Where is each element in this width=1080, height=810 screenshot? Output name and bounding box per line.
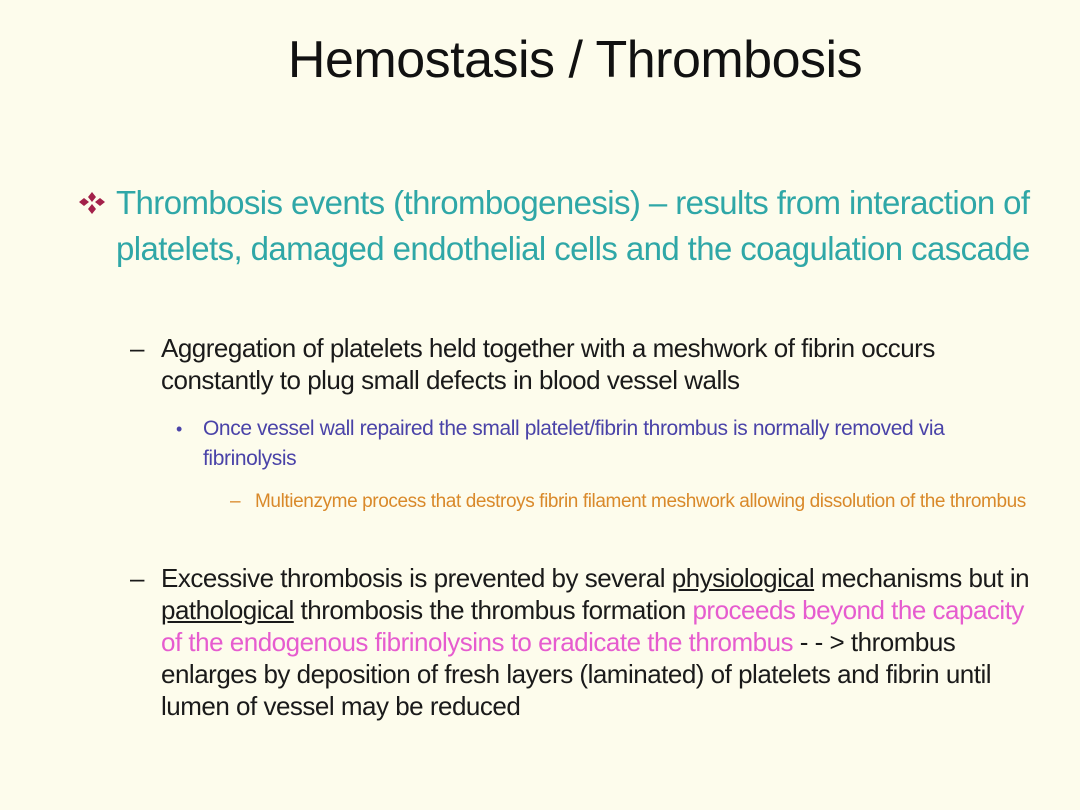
sub-point-excessive-thrombosis-text: [161, 562, 1050, 722]
main-bullet-point: [78, 180, 1038, 272]
text-segment: Excessive thrombosis is prevented by several: [161, 563, 672, 593]
sub-point-excessive-thrombosis: [130, 562, 1050, 722]
sub-point-aggregation: [130, 332, 1050, 396]
diamond-bullet-icon: [78, 182, 106, 222]
main-bullet-text: Thrombosis events (thrombogenesis) – results from interaction of platelets, damaged endothelial cells and the coagulation cascade: [116, 184, 1030, 267]
detail-point-fibrinolysis: [176, 414, 1016, 474]
text-segment: mechanisms but in: [814, 563, 1030, 593]
underlined-term-physiological: physiological: [671, 563, 815, 593]
detail-point-fibrinolysis-text: Once vessel wall repaired the small platelet/fibrin thrombus is normally removed via fibrinolysis: [203, 417, 945, 470]
underlined-term-pathological: pathological: [161, 595, 294, 625]
dash-marker: –: [230, 491, 241, 512]
highlighted-text: proceeds beyond the capacity of the endogenous fibrinolysins to eradicate the thrombus: [161, 595, 1024, 657]
sub-point-aggregation-text: Aggregation of platelets held together with a meshwork of fibrin occurs constantly to plug small defects in blood vessel walls: [161, 333, 935, 395]
text-segment: - - > thrombus enlarges by deposition of fresh layers (laminated) of platelets and fibrin until lumen of vessel may be reduced: [161, 627, 992, 721]
dash-marker: –: [130, 563, 144, 593]
slide-title: Hemostasis / Thrombosis: [287, 31, 863, 89]
note-point-multienzyme: [230, 488, 1030, 515]
note-point-multienzyme-text: Multienzyme process that destroys fibrin filament meshwork allowing dissolution of the thrombus: [255, 491, 1026, 512]
dot-marker: •: [176, 419, 182, 439]
text-segment: thrombosis the thrombus formation: [293, 595, 693, 625]
dash-marker: –: [130, 333, 144, 363]
